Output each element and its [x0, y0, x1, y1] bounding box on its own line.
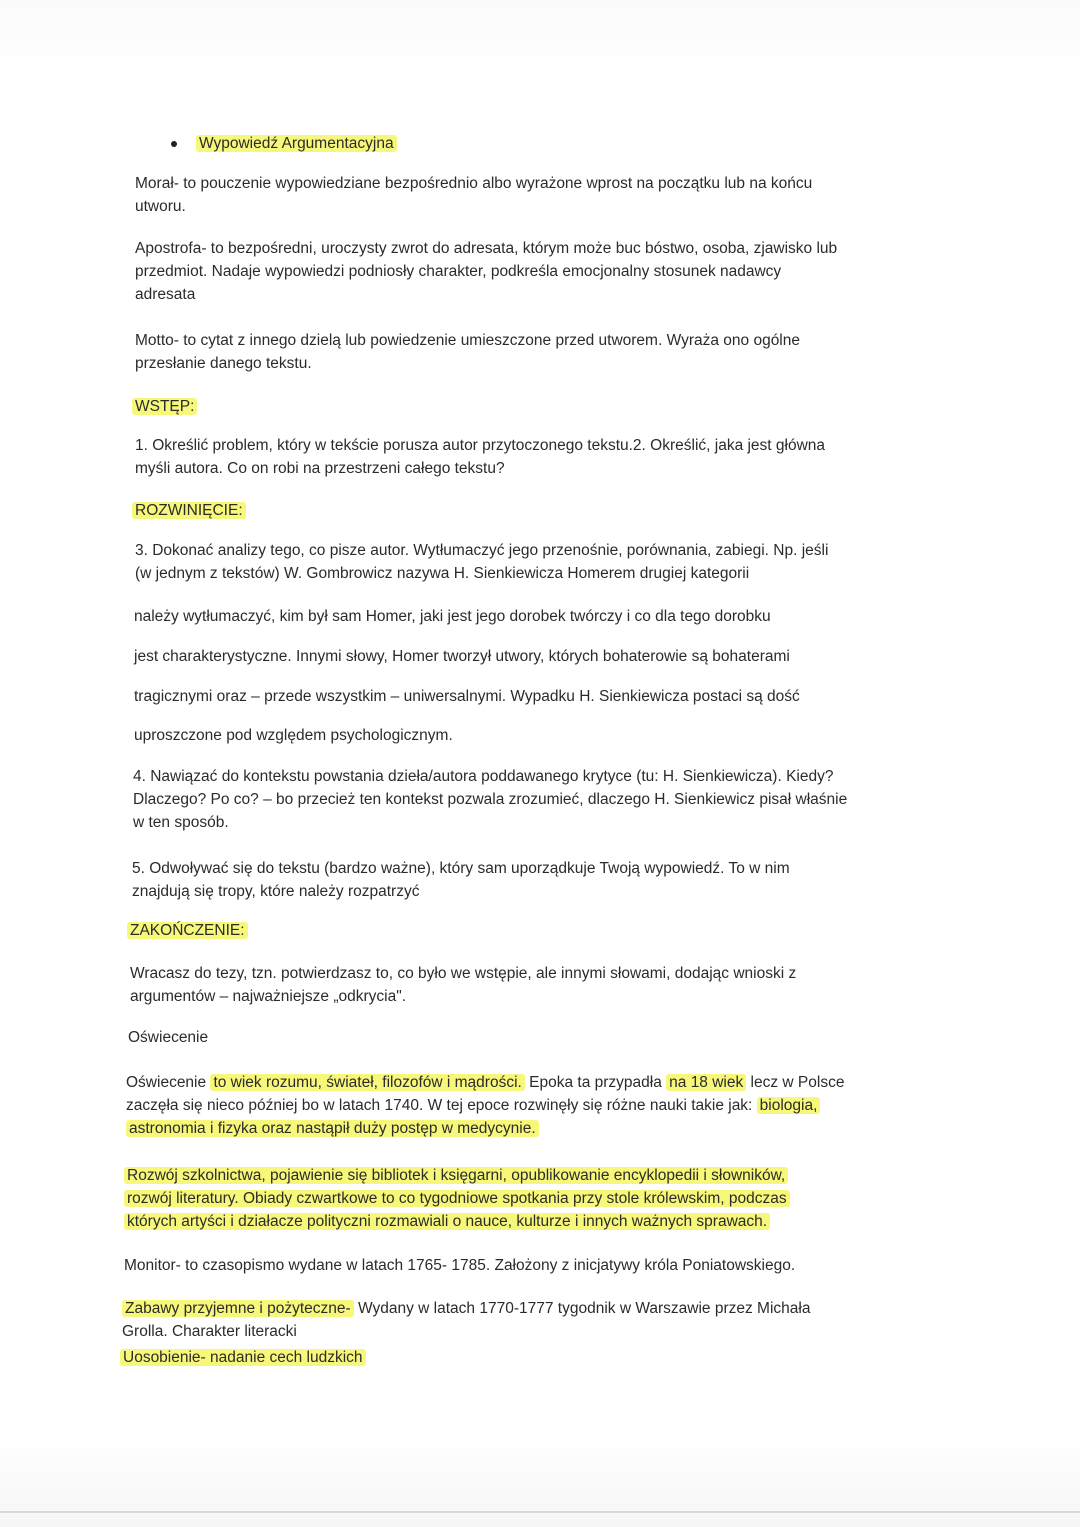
paragraph-motto: Motto- to cytat z innego dzielą lub powiedzenie umieszczone przed utworem. Wyraża ono ogólne przesłanie danego tekstu.: [135, 332, 800, 372]
scan-bottom-edge: [0, 1511, 1080, 1513]
paragraph-point3-d: tragicznymi oraz – przede wszystkim – uniwersalnymi. Wypadku H. Sienkiewicza postaci są dość: [134, 688, 800, 705]
heading-oswiecenie: Oświecenie: [128, 1029, 209, 1046]
heading-wstep: WSTĘP:: [132, 394, 197, 419]
paragraph-oswiecenie: Oświecenie to wiek rozumu, świateł, filozofów i mądrości. Epoka ta przypadła na 18 wiek lecz w Polsce zaczęła się nieco później bo w latach 1740. W tej epoce rozwinęły się różne nauki takie jak: biologia, astronomia i fizyka oraz nastąpił duży postęp w medycynie.: [126, 1074, 845, 1137]
heading-zakonczenie: ZAKOŃCZENIE:: [127, 918, 248, 943]
section-heading-argumentative: Wypowiedź Argumentacyjna: [196, 131, 397, 156]
heading-rozwiniecie: ROZWINIĘCIE:: [132, 498, 246, 523]
paragraph-point3-c: jest charakterystyczne. Innymi słowy, Homer tworzył utwory, których bohaterowie są bohaterami: [134, 648, 790, 665]
paragraph-apostrofa: Apostrofa- to bezpośredni, uroczysty zwrot do adresata, którym może buc bóstwo, osoba, zjawisko lub przedmiot. Nadaje wypowiedzi podniosły charakter, podkreśla emocjonalny stosunek nadawcy adresata: [135, 240, 838, 303]
paragraph-point3-e: uproszczone pod względem psychologicznym.: [134, 727, 453, 744]
paragraph-point5: 5. Odwoływać się do tekstu (bardzo ważne), który sam uporządkuje Twoją wypowiedź. To w nim znajdują się tropy, które należy rozpatrzyć: [132, 860, 790, 900]
paragraph-point3-a: 3. Dokonać analizy tego, co pisze autor. Wytłumaczyć jego przenośnie, porównania, zabiegi. Np. jeśli (w jednym z tekstów) W. Gombrowicz nazywa H. Sienkiewicza Homerem drugiej kategorii: [135, 542, 829, 582]
paragraph-moral: Morał- to pouczenie wypowiedziane bezpośrednio albo wyrażone wprost na początku lub na końcu utworu.: [135, 175, 813, 215]
paragraph-zakonczenie: Wracasz do tezy, tzn. potwierdzasz to, co było we wstępie, ale innymi słowami, dodając wnioski z argumentów – najważniejsze „odkrycia".: [130, 965, 797, 1005]
bullet-dot: [171, 141, 177, 147]
paragraph-point3-b: należy wytłumaczyć, kim był sam Homer, jaki jest jego dorobek twórczy i co dla tego dorobku: [134, 608, 771, 625]
paragraph-wstep: 1. Określić problem, który w tekście porusza autor przytoczonego tekstu.2. Określić, jaka jest główna myśli autora. Co on robi na przestrzeni całego tekstu?: [135, 437, 826, 477]
paragraph-zabawy: Zabawy przyjemne i pożyteczne- Wydany w latach 1770-1777 tygodnik w Warszawie przez Michała Grolla. Charakter literacki: [122, 1300, 811, 1340]
paragraph-uosobienie: Uosobienie- nadanie cech ludzkich: [120, 1345, 366, 1370]
paragraph-rozwoj: Rozwój szkolnictwa, pojawienie się bibliotek i księgarni, opublikowanie encyklopedii i słowników, rozwój literatury. Obiady czwartkowe to co tygodniowe spotkania przy stole królewskim, podczas których artyści i działacze polityczni rozmawiali o nauce, kulturze i innych ważnych sprawach.: [124, 1164, 790, 1233]
paragraph-point4: 4. Nawiązać do kontekstu powstania dzieła/autora poddawanego krytyce (tu: H. Sienkiewicza). Kiedy? Dlaczego? Po co? – bo przecież ten kontekst pozwala zrozumieć, dlaczego H. Sienkiewicz pisał właśnie w ten sposób.: [133, 768, 848, 831]
paragraph-monitor: Monitor- to czasopismo wydane w latach 1765- 1785. Założony z inicjatywy króla Poniatowskiego.: [124, 1257, 796, 1274]
